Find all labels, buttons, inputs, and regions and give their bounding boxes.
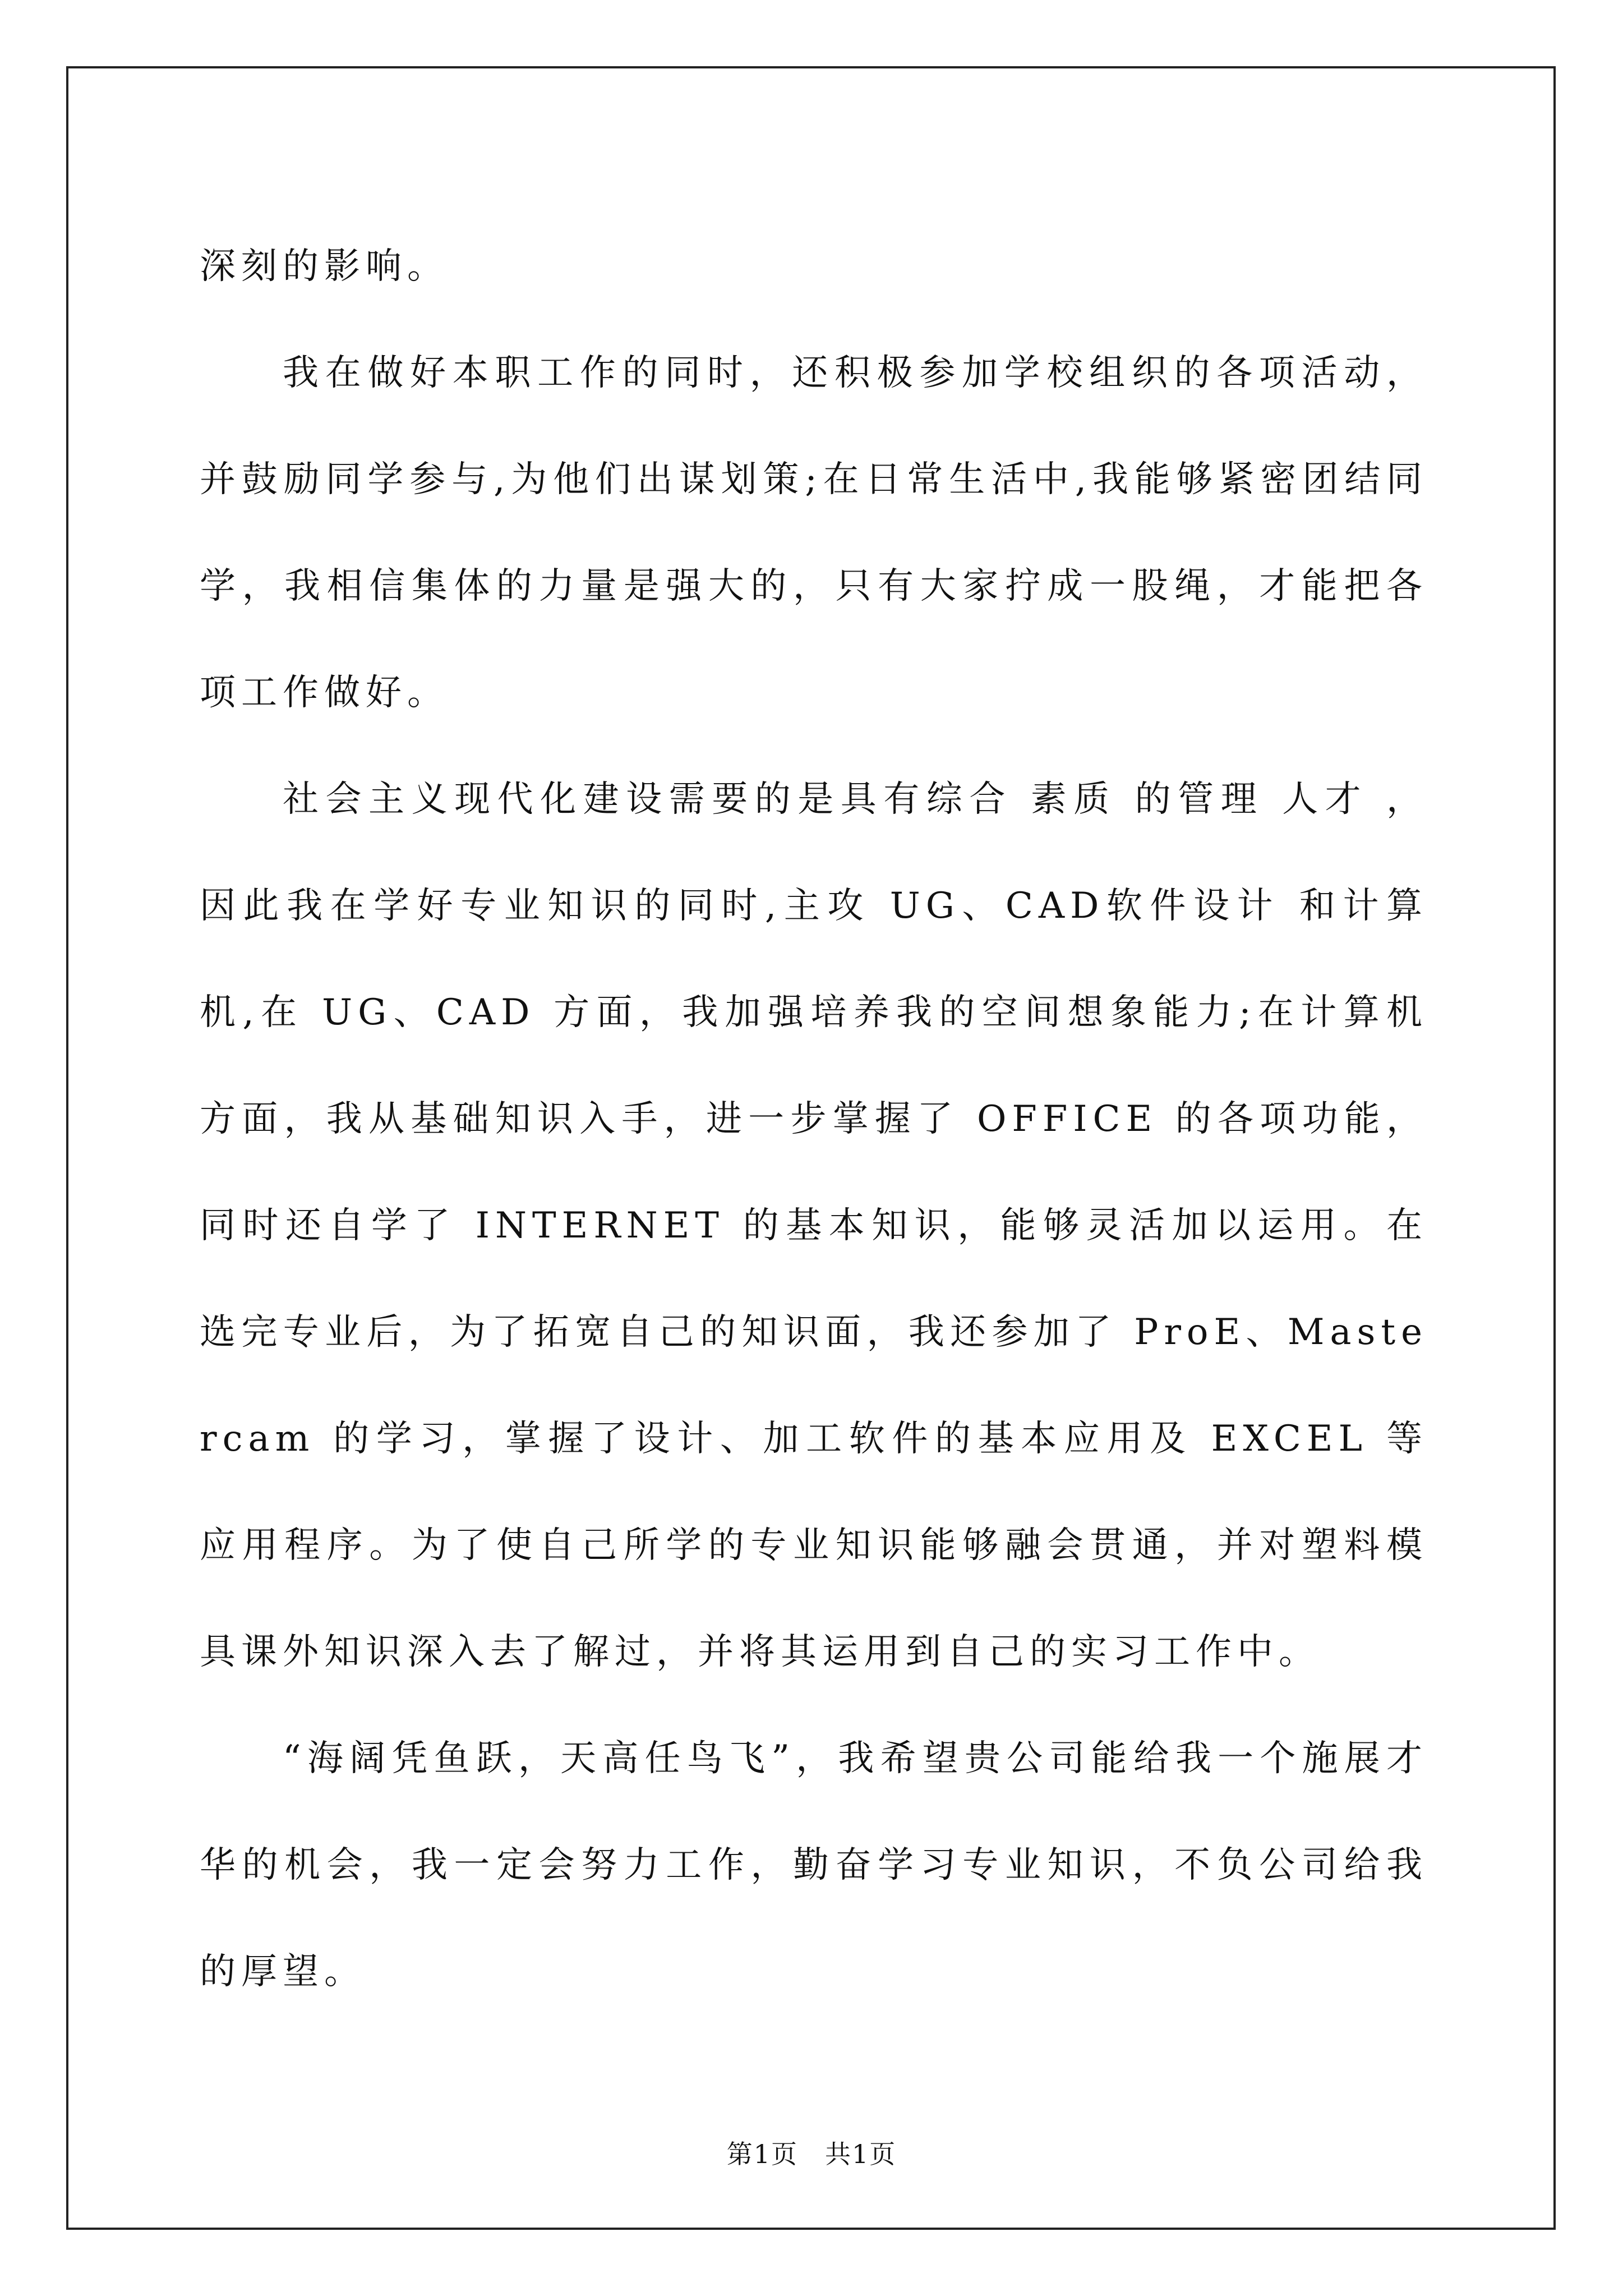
paragraph-4: “海阔凭鱼跃，天高任鸟飞”，我希望贵公司能给我一个施展才华的机会，我一定会努力工作，勤奋学习专业知识，不负公司给我的厚望。 xyxy=(200,1738,1428,1993)
page-number: 第1页 共1页 xyxy=(726,2139,897,2169)
paragraph-1: 深刻的影响。 xyxy=(200,246,449,287)
paragraph-2: 我在做好本职工作的同时，还积极参加学校组织的各项活动，并鼓励同学参与,为他们出谋划策;在日常生活中,我能够紧密团结同学，我相信集体的力量是强大的，只有大家拧成一股绳，才能把各项工作做好。 xyxy=(200,352,1428,714)
paragraph-3: 社会主义现代化建设需要的是具有综合 素质 的管理 人才 ，因此我在学好专业知识的同时,主攻 UG、CAD软件设计 和计算机,在 UG、CAD 方面，我加强培养我的空间想象能力;在计算机方面，我从基础知识入手，进一步掌握了 OFFICE 的各项功能，同时还自学了 INTERNET 的基本知识，能够灵活加以运用。在选完专业后，为了拓宽自己的知识面，我还参加了 ProE、Mastercam 的学习，掌握了设计、加工软件的基本应用及 EXCEL 等应用程序。为了使自己所学的专业知识能够融会贯通，并对塑料模具课外知识深入去了解过，并将其运用到自己的实习工作中。 xyxy=(200,779,1428,1673)
document-body xyxy=(200,213,1428,2025)
